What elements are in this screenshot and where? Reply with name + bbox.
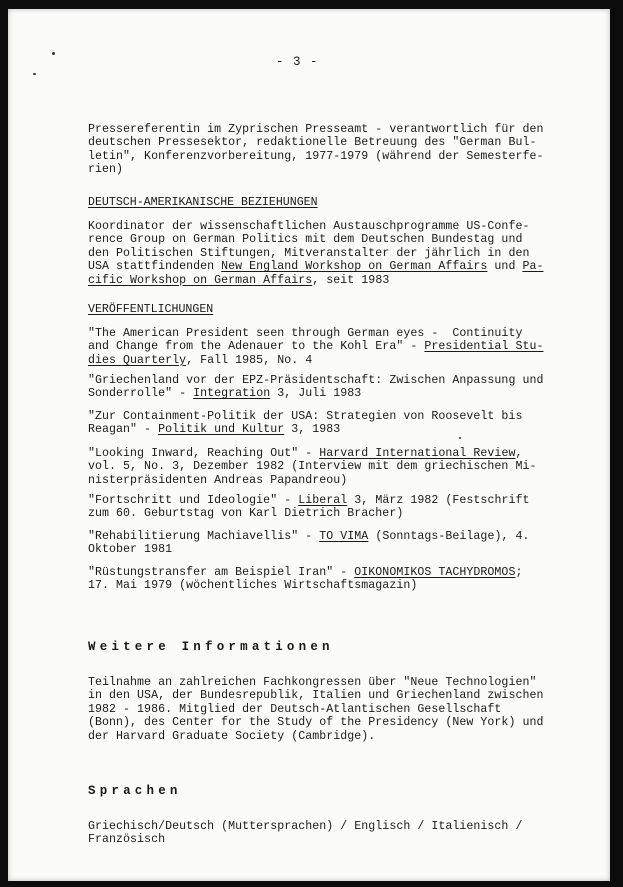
section-heading-languages: Sprachen — [88, 784, 182, 798]
journal-title: dies Quarterly — [88, 353, 187, 367]
further-paragraph: Teilnahme an zahlreichen Fachkongressen über "Neue Technologien" in den USA, der Bundesrepublik, Italien und Griechenland zwischen 1982 - 1986. Mitglied der Deutsch-Atlantischen Gesellschaft (Bonn), des Center for the Study of the Presidency (New York) und der Harvard Graduate Society (Cambridge). — [88, 676, 544, 743]
section-heading-further: Weitere Informationen — [88, 640, 334, 654]
journal-title: Integration — [193, 387, 271, 401]
publication-item: "Fortschritt und Ideologie" - Liberal 3, März 1982 (Festschrift zum 60. Geburtstag von Karl Dietrich Bracher) — [88, 494, 530, 521]
publication-item: "Zur Containment-Politik der USA: Strategien von Roosevelt bis Reagan" - Politik und Kultur 3, 1983 — [88, 410, 523, 437]
publication-item: "Griechenland vor der EPZ-Präsidentschaft: Zwischen Anpassung und Sonderrolle" - Integration 3, Juli 1983 — [88, 374, 544, 401]
intro-paragraph: Pressereferentin im Zyprischen Presseamt - verantwortlich für den deutschen Pressesektor, redaktionelle Betreuung des "German Bul- letin", Konferenzvorbereitung, 1977-1979 (während der Semesterfe- rien) — [88, 123, 544, 177]
relations-paragraph: Koordinator der wissenschaftlichen Austauschprogramme US-Confe- rence Group on German Politics mit dem Deutschen Bundestag und den Politischen Stiftungen, Mitveranstalter der jährlich in den USA stattfindenden New England Workshop on German Affairs und Pa- cific Workshop on German Affairs, seit 1983 — [88, 220, 544, 287]
scan-speck — [33, 73, 36, 75]
journal-title: Harvard International Review — [319, 447, 516, 460]
section-heading-publications: VERÖFFENTLICHUNGEN — [88, 303, 214, 316]
publication-item: "Looking Inward, Reaching Out" - Harvard International Review, vol. 5, No. 3, Dezember 1982 (Interview mit dem griechischen Mi- nisterpräsidenten Andreas Papandreou) — [88, 447, 537, 487]
workshop-title: New England Workshop on German Affairs — [221, 260, 488, 274]
journal-title: TO VIMA — [319, 530, 369, 543]
page-number: - 3 - — [276, 55, 319, 69]
journal-title: Liberal — [298, 494, 348, 507]
journal-title: Politik und Kultur — [158, 423, 285, 437]
journal-title: OIKONOMIKOS TACHYDROMOS — [354, 566, 516, 579]
languages-paragraph: Griechisch/Deutsch (Muttersprachen) / Englisch / Italienisch / Französisch — [88, 820, 523, 847]
publication-item: "Rüstungstransfer am Beispiel Iran" - OIKONOMIKOS TACHYDROMOS; 17. Mai 1979 (wöchentliches Wirtschaftsmagazin) — [88, 566, 523, 593]
publication-item: "The American President seen through German eyes - Continuity and Change from the Adenauer to the Kohl Era" - Presidential Stu- dies Quarterly, Fall 1985, No. 4 — [88, 327, 544, 367]
section-heading-relations: DEUTSCH-AMERIKANISCHE BEZIEHUNGEN — [88, 196, 318, 209]
publication-item: "Rehabilitierung Machiavellis" - TO VIMA (Sonntags-Beilage), 4. Oktober 1981 — [88, 530, 530, 557]
scan-speck — [459, 437, 461, 439]
journal-title: Presidential Stu- — [424, 340, 544, 354]
workshop-title: cific Workshop on German Affairs — [88, 273, 313, 287]
scan-speck — [52, 52, 55, 55]
workshop-title: Pa- — [522, 260, 544, 274]
